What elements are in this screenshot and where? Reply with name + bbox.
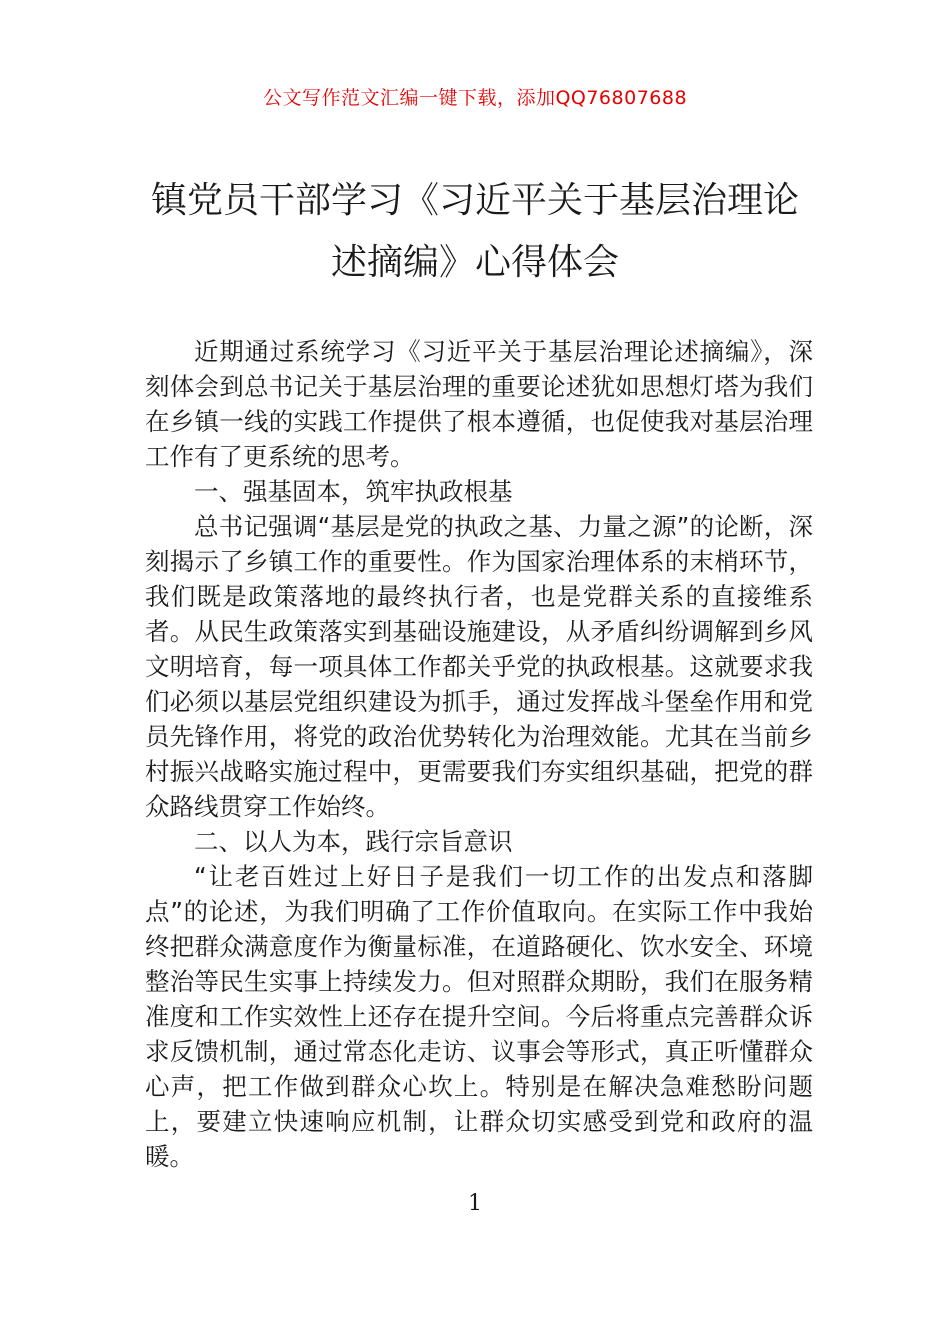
header-note: 公文写作范文汇编一键下载，添加QQ76807688 [262, 87, 688, 109]
document-title [140, 170, 810, 294]
title-line-2: 述摘编》心得体会 [330, 242, 619, 283]
title-line-1: 镇党员干部学习《习近平关于基层治理论 [150, 180, 799, 221]
paragraph-section-1: 总书记强调“基层是党的执政之基、力量之源”的论断，深刻揭示了乡镇工作的重要性。作为国家治理体系的末梢环节，我们既是政策落地的最终执行者，也是党群关系的直接维系者。从民生政策落实到基础设施建设，从矛盾纠纷调解到乡风文明培育，每一项具体工作都关乎党的执政根基。这就要求我们必须以基层党组织建设为抓手，通过发挥战斗堡垒作用和党员先锋作用，将党的政治优势转化为治理效能。尤其在当前乡村振兴战略实施过程中，更需要我们夯实组织基础，把党的群众路线贯穿工作始终。 [145, 512, 813, 821]
page-number: 1 [468, 1191, 482, 1216]
document-body [145, 334, 813, 1174]
section-heading-2: 二、以人为本，践行宗旨意识 [194, 827, 513, 856]
paragraph-intro: 近期通过系统学习《习近平关于基层治理论述摘编》，深刻体会到总书记关于基层治理的重要论述犹如思想灯塔为我们在乡镇一线的实践工作提供了根本遵循，也促使我对基层治理工作有了更系统的思考。 [145, 337, 813, 471]
paragraph-section-2: “让老百姓过上好日子是我们一切工作的出发点和落脚点”的论述，为我们明确了工作价值取向。在实际工作中我始终把群众满意度作为衡量标准，在道路硬化、饮水安全、环境整治等民生实事上持续发力。但对照群众期盼，我们在服务精准度和工作实效性上还存在提升空间。今后将重点完善群众诉求反馈机制，通过常态化走访、议事会等形式，真正听懂群众心声，把工作做到群众心坎上。特别是在解决急难愁盼问题上，要建立快速响应机制，让群众切实感受到党和政府的温暖。 [145, 862, 813, 1171]
section-heading-1: 一、强基固本，筑牢执政根基 [194, 477, 513, 506]
